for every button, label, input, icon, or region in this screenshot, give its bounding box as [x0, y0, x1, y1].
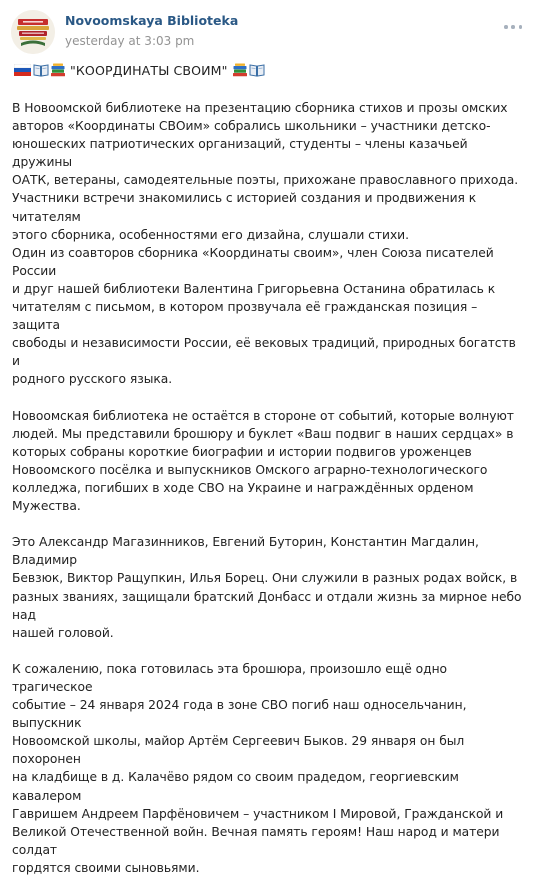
text-line: юношеских патриотических организаций, студенты – члены казачьей дружины	[12, 137, 468, 170]
text-line: Бевзюк, Виктор Ращупкин, Илья Борец. Они служили в разных родах войск, в	[12, 571, 518, 586]
books-stack-icon	[50, 63, 66, 77]
post-header	[0, 0, 538, 58]
text-line: на кладбище в д. Калачёво рядом со своим прадедом, георгиевским кавалером	[12, 770, 459, 803]
open-book-icon	[33, 63, 49, 77]
text-line: колледжа, погибших в ходе СВО на Украине и награждённых орденом Мужества.	[12, 480, 474, 514]
post-timestamp[interactable]: yesterday at 3:03 pm	[65, 34, 195, 48]
library-avatar[interactable]	[11, 10, 55, 54]
text-line: нашей головой.	[12, 625, 114, 640]
open-book-icon	[249, 63, 265, 77]
dot	[504, 25, 508, 29]
paragraph	[12, 533, 527, 642]
text-line: ОАТК, ветераны, самодеятельные поэты, прихожане православного прихода.	[12, 173, 519, 188]
paragraph	[12, 660, 527, 877]
text-line: и друг нашей библиотеки Валентина Григорьевна Останина обратилась к	[12, 281, 496, 296]
text-line: родного русского языка.	[12, 372, 173, 387]
text-line: гордятся своими сыновьями.	[12, 860, 200, 875]
text-line: К сожалению, пока готовилась эта брошюра, произошло ещё одно трагическое	[12, 661, 448, 694]
text-line: Участники встречи знакомились с историей создания и продвижения к читателям	[12, 191, 477, 224]
text-line: Один из соавторов сборника «Координаты своим», член Союза писателей России	[12, 245, 494, 278]
author-name-link[interactable]: Novoomskaya Biblioteka	[65, 13, 239, 28]
library-logo-icon	[11, 10, 55, 54]
post-title-text: "КООРДИНАТЫ СВОИМ"	[70, 62, 228, 78]
text-line: Новоомского посёлка и выпускников Омского аграрно-технологического	[12, 462, 488, 477]
dot	[511, 25, 515, 29]
post-body	[12, 99, 527, 895]
text-line: В Новоомской библиотеке на презентацию сборника стихов и прозы омских	[12, 101, 508, 115]
russian-flag-icon	[14, 64, 31, 76]
text-line: событие – 24 января 2024 года в зоне СВО погиб наш односельчанин, выпускник	[12, 698, 467, 731]
paragraph	[12, 99, 527, 389]
more-options-icon[interactable]	[504, 20, 522, 34]
text-line: которых собраны короткие биографии и истории подвигов уроженцев	[12, 444, 472, 459]
text-line: разных званиях, защищали братский Донбасс и отдали жизнь за мирное небо над	[12, 589, 522, 622]
paragraph	[12, 407, 527, 516]
text-line: Новоомская библиотека не остаётся в стороне от событий, которые волнуют	[12, 408, 514, 423]
text-line: Гавришем Андреем Парфёновичем – участником I Мировой, Гражданской и	[12, 806, 504, 821]
text-line: авторов «Координаты СВОим» собрались школьники – участники детско-	[12, 119, 491, 134]
text-line: читателям с письмом, в котором прозвучала её гражданская позиция – защита	[12, 300, 478, 333]
text-line: Это Александр Магазинников, Евгений Буторин, Константин Магдалин, Владимир	[12, 535, 479, 568]
text-line: людей. Мы представили брошюру и буклет «Ваш подвиг в наших сердцах» в	[12, 426, 514, 441]
post-title-row	[14, 60, 266, 80]
dot	[519, 25, 523, 29]
books-stack-icon	[232, 63, 248, 77]
text-line: Великой Отечественной войн. Вечная память героям! Наш народ и матери солдат	[12, 824, 500, 857]
text-line: свободы и независимости России, её вековых традиций, природных богатств и	[12, 336, 516, 369]
text-line: Новоомской школы, майор Артём Сергеевич Быков. 29 января он был похоронен	[12, 734, 465, 767]
text-line: этого сборника, особенностями его дизайна, слушали стихи.	[12, 227, 409, 242]
